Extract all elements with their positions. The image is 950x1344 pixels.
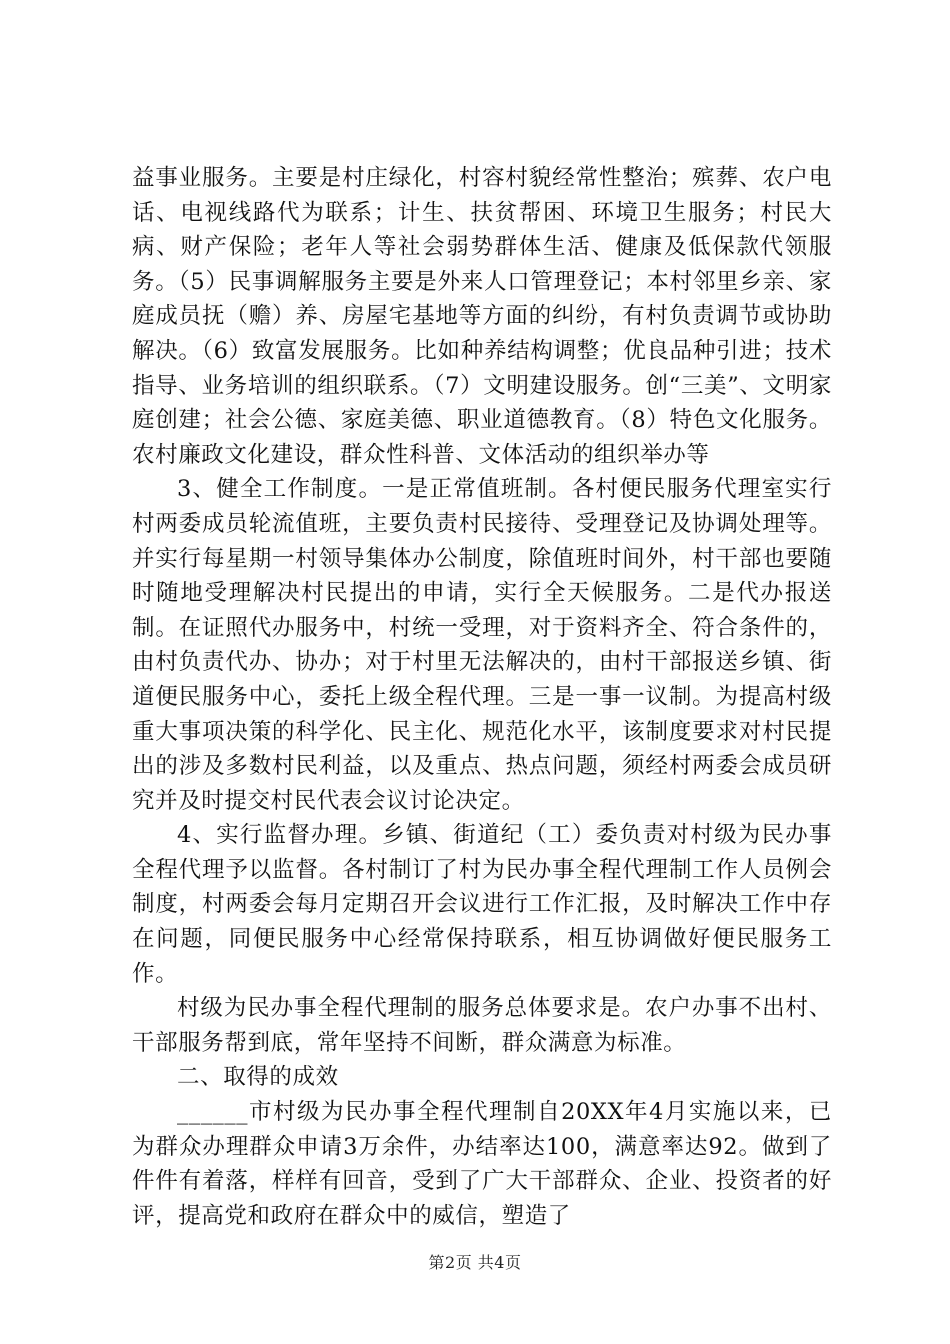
- paragraph-continued-services: 益事业服务。主要是村庄绿化，村容村貌经常性整治；殡葬、农户电话、电视线路代为联系；计生、扶贫帮困、环境卫生服务；村民大病、财产保险；老年人等社会弱势群体生活、健康及低保款代领服务。（5）民事调解服务主要是外来人口管理登记；本村邻里乡亲、家庭成员抚（赡）养、房屋宅基地等方面的纠纷，有村负责调节或协助解决。（6）致富发展服务。比如种养结构调整；优良品种引进；技术指导、业务培训的组织联系。（7）文明建设服务。创“三美”、文明家庭创建；社会公德、家庭美德、职业道德教育。（8）特色文化服务。农村廉政文化建设，群众性科普、文体活动的组织举办等: [132, 165, 832, 468]
- paragraph-overall-requirement: 村级为民办事全程代理制的服务总体要求是。农户办事不出村、干部服务帮到底，常年坚持不间断，群众满意为标准。: [132, 995, 832, 1056]
- paragraph-work-system: 3、健全工作制度。一是正常值班制。各村便民服务代理室实行村两委成员轮流值班，主要负责村民接待、受理登记及协调处理等。并实行每星期一村领导集体办公制度，除值班时间外，村干部也要随时随地受理解决村民提出的申请，实行全天候服务。二是代办报送制。在证照代办服务中，村统一受理，对于资料齐全、符合条件的，由村负责代办、协办；对于村里无法解决的，由村干部报送乡镇、街道便民服务中心，委托上级全程代理。三是一事一议制。为提高村级重大事项决策的科学化、民主化、规范化水平，该制度要求对村民提出的涉及多数村民利益，以及重点、热点问题，须经村两委会成员研究并及时提交村民代表会议讨论决定。: [132, 476, 832, 814]
- paragraph-supervision: 4、实行监督办理。乡镇、街道纪（工）委负责对村级为民办事全程代理予以监督。各村制订了村为民办事全程代理制工作人员例会制度，村两委会每月定期召开会议进行工作汇报，及时解决工作中存在问题，同便民服务中心经常保持联系，相互协调做好便民服务工作。: [132, 822, 832, 987]
- page-number-footer: 第2页 共4页: [428, 1253, 522, 1272]
- paragraph-results: ______市村级为民办事全程代理制自20XX年4月实施以来，已为群众办理群众申请3万余件，办结率达100，满意率达92。做到了件件有着落，样样有回音，受到了广大干部群众、企业、投资者的好评，提高党和政府在群众中的威信，塑造了: [132, 1099, 832, 1229]
- section-heading-results: 二、取得的成效: [177, 1064, 339, 1091]
- document-body: [132, 161, 832, 1233]
